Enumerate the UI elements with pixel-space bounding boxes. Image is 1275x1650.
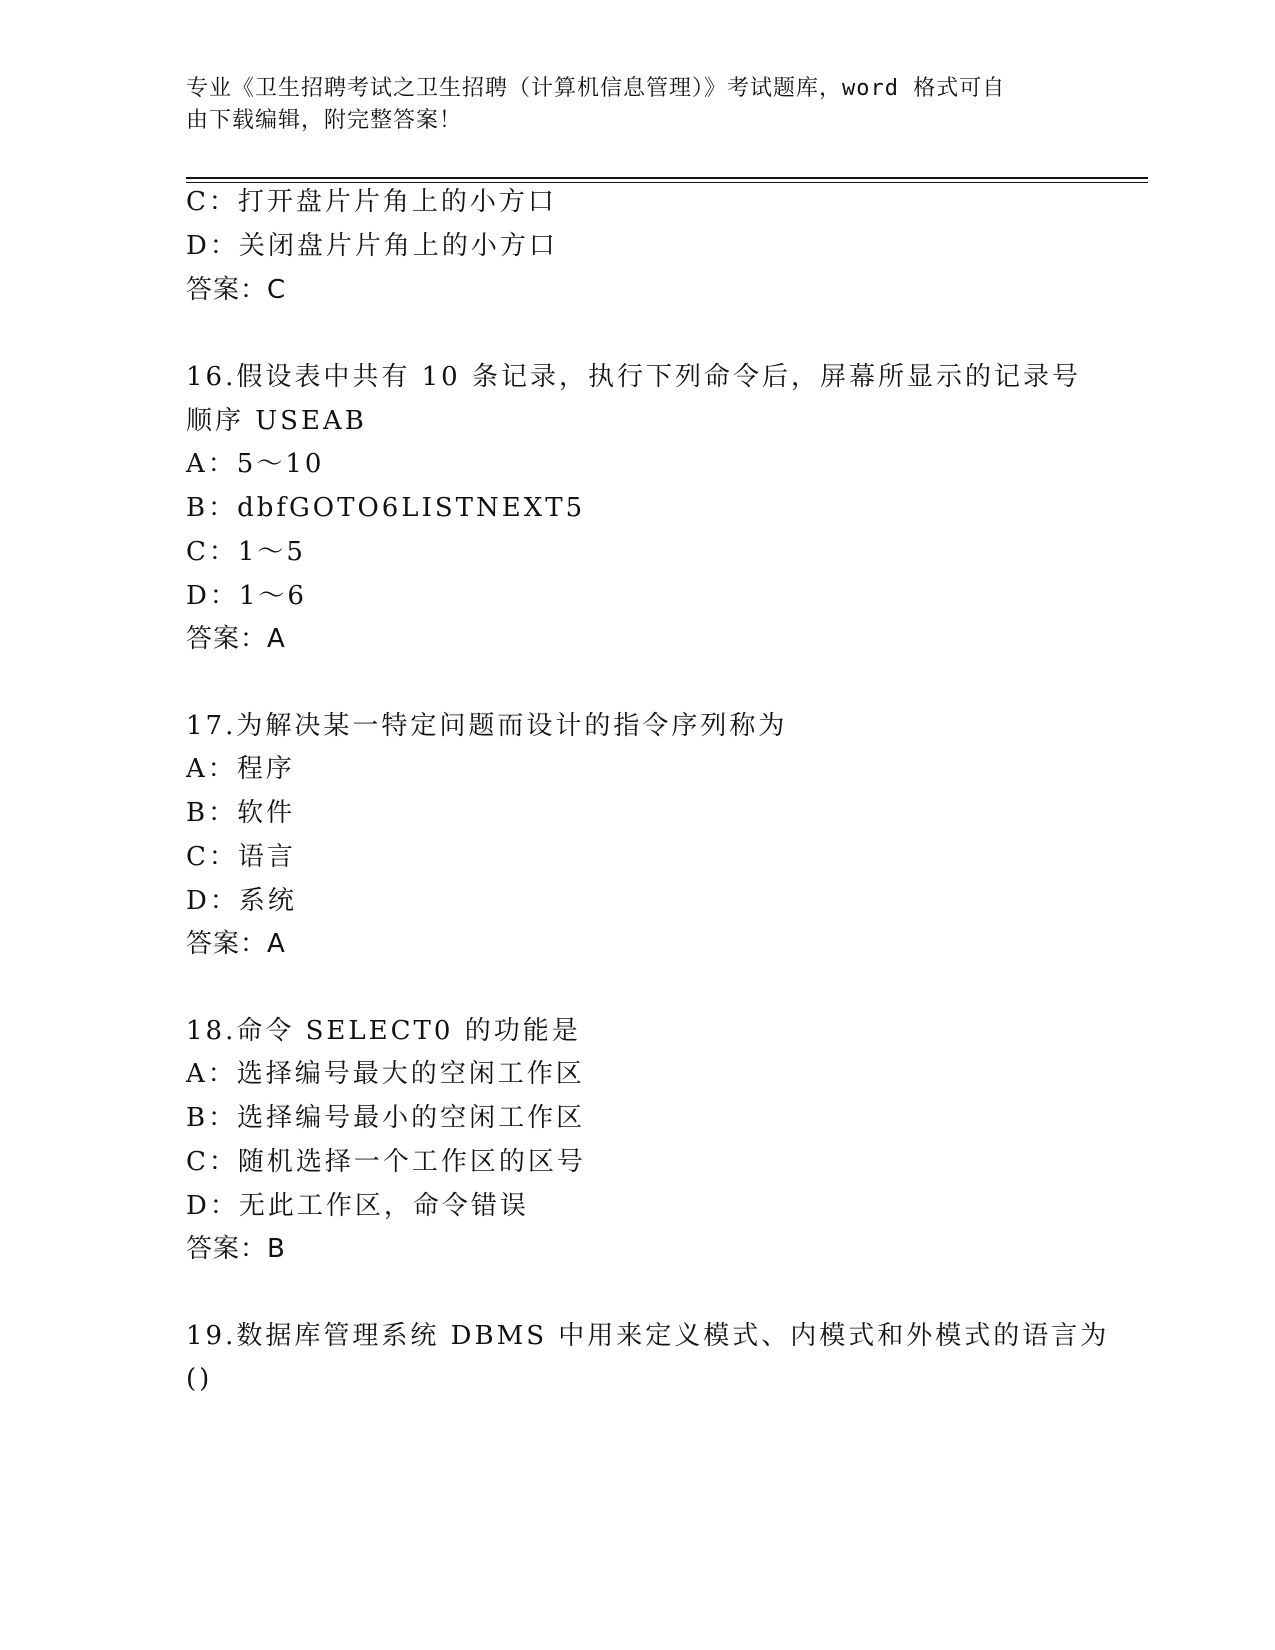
q16-answer: 答案：A	[186, 624, 286, 654]
q18-answer: 答案：B	[186, 1234, 286, 1264]
q16-stem-line-1: 16.假设表中共有 10 条记录，执行下列命令后，屏幕所显示的记录号	[186, 362, 1081, 392]
header-line-2: 由下载编辑，附完整答案！	[186, 108, 463, 133]
header-divider-thick	[186, 177, 1148, 179]
q17-option-c: C：语言	[186, 842, 296, 872]
q16-option-d: D：1～6	[186, 581, 307, 611]
q15-option-c: C：打开盘片片角上的小方口	[186, 187, 557, 217]
q17-stem: 17.为解决某一特定问题而设计的指令序列称为	[186, 711, 788, 741]
q15-option-d: D：关闭盘片片角上的小方口	[186, 231, 558, 261]
q17-option-d: D：系统	[186, 886, 297, 916]
q18-option-d: D：无此工作区，命令错误	[186, 1191, 529, 1221]
header-line-1: 专业《卫生招聘考试之卫生招聘（计算机信息管理）》考试题库，word 格式可自	[186, 76, 1006, 101]
q18-option-b: B：选择编号最小的空闲工作区	[186, 1103, 586, 1133]
q16-stem-line-2: 顺序 USEAB	[186, 406, 367, 436]
q19-stem-line-2: ()	[186, 1364, 213, 1394]
q17-answer: 答案：A	[186, 929, 286, 959]
q19-stem-line-1: 19.数据库管理系统 DBMS 中用来定义模式、内模式和外模式的语言为	[186, 1321, 1110, 1351]
header-divider-thin	[186, 182, 1148, 183]
q18-option-a: A：选择编号最大的空闲工作区	[186, 1059, 585, 1089]
q16-option-a: A：5～10	[186, 449, 325, 479]
document-header	[186, 73, 1076, 137]
q16-option-c: C：1～5	[186, 537, 306, 567]
q18-stem: 18.命令 SELECT0 的功能是	[186, 1016, 581, 1046]
q17-option-b: B：软件	[186, 798, 296, 828]
q15-answer: 答案：C	[186, 275, 287, 305]
q18-option-c: C：随机选择一个工作区的区号	[186, 1147, 586, 1177]
q17-option-a: A：程序	[186, 754, 295, 784]
q16-option-b: B：dbfGOTO6LISTNEXT5	[186, 493, 586, 523]
